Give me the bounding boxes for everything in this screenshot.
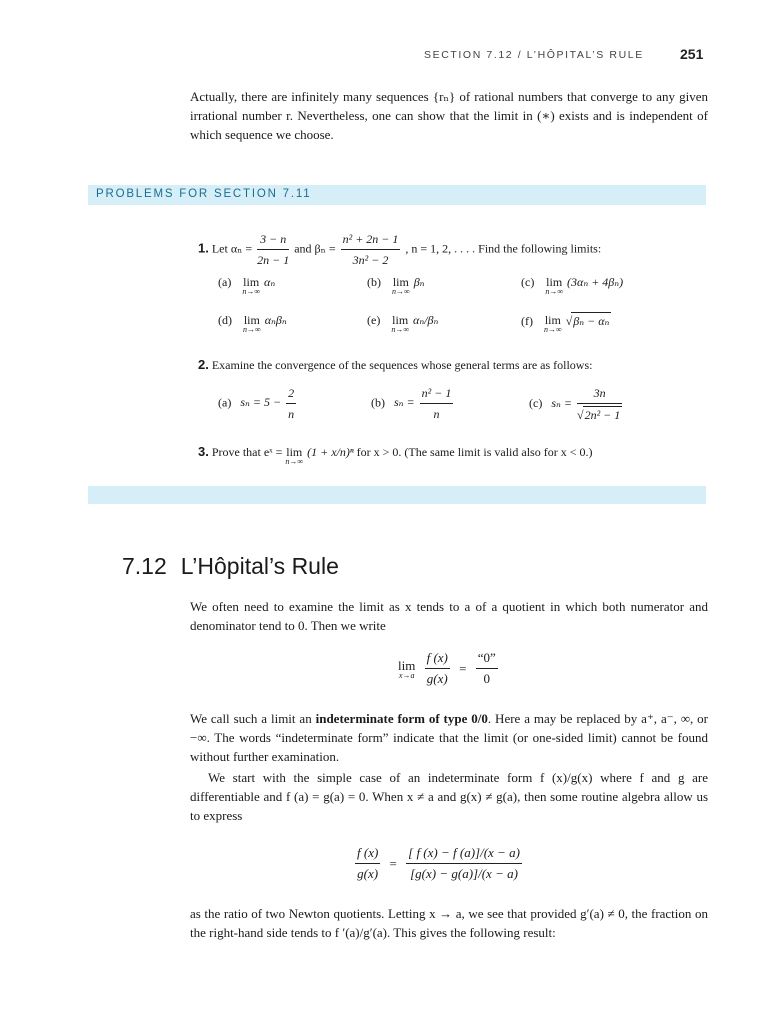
fraction-numerator: 3n [577, 385, 622, 404]
problem-3-tail: for x > 0. (The same limit is valid also for x < 0.) [356, 445, 593, 459]
section-number: 7.12 [122, 553, 167, 579]
body-paragraph-3: We start with the simple case of an indeterminate form f (x)/g(x) where f and g are differentiable and f (a) = g(a) = 0. When x ≠ a and g(x) ≠ g(a), then some routine algebra allow us to express [190, 770, 708, 823]
alpha-numerator: 3 − n [257, 231, 289, 250]
problem-3-number: 3. [198, 444, 209, 459]
problem-1-number: 1. [198, 240, 209, 256]
beta-fraction [341, 231, 401, 268]
alpha-denominator: 2n − 1 [257, 253, 290, 267]
item-label: (c) [529, 395, 543, 410]
fraction-denominator: n [433, 407, 440, 421]
item-label: (e) [367, 313, 381, 327]
problem-1-item-d [218, 312, 287, 334]
display-equation-2 [353, 845, 524, 882]
problem-1-tail: , n = 1, 2, . . . . Find the following limits: [405, 241, 602, 256]
body-paragraph-4: as the ratio of two Newton quotients. Letting x → a, we see that provided g′(a) ≠ 0, the fraction on the right-hand side tends to f ′(a)/g′(a). This gives the following result: [190, 906, 708, 940]
lim-operator: lim n→∞ [544, 313, 562, 334]
item-expression: βₙ − αₙ [573, 314, 610, 328]
problem-2-number: 2. [198, 357, 209, 372]
problem-1-item-c [521, 274, 623, 296]
equals-sign: = [389, 855, 397, 871]
problem-2-text: Examine the convergence of the sequences whose general terms are as follows: [211, 358, 593, 372]
item-label: (a) [218, 395, 232, 410]
problem-1-and: and βₙ = [294, 241, 336, 256]
problem-2-item-c [529, 385, 624, 423]
item-fraction [420, 385, 454, 422]
body-paragraph-1: We often need to examine the limit as x tends to a of a quotient in which both numerator and denominator tend to 0. Then we write [190, 599, 708, 633]
lim-operator: lim n→∞ [285, 445, 304, 466]
problem-1-item-e [367, 312, 438, 334]
problems-heading: PROBLEMS FOR SECTION 7.11 [96, 188, 312, 200]
problem-2-item-b [371, 385, 455, 422]
item-expression: αₙ [264, 275, 276, 289]
item-label: (a) [218, 275, 232, 289]
problem-3-expression: (1 + x/n)ⁿ [307, 445, 354, 459]
item-fraction [577, 385, 622, 423]
item-lhs: sₙ = [551, 395, 572, 410]
item-expression: αₙ/βₙ [413, 313, 439, 327]
item-label: (d) [218, 313, 232, 327]
equation-lhs-fraction: $\frac{f (x)}{g(x)}$ [357, 845, 379, 881]
page-number: 251 [680, 46, 704, 62]
fraction-denominator: n [288, 407, 295, 421]
lim-operator: lim n→∞ [391, 313, 410, 334]
lim-operator: lim n→∞ [243, 313, 261, 334]
lim-operator: lim n→∞ [545, 275, 564, 296]
item-label: (b) [371, 395, 385, 410]
problem-2 [198, 357, 592, 373]
problem-1-let: Let αₙ = [211, 241, 253, 256]
newton-quotient-fraction: $\frac{[ f (x) - f (a)]/(x - a)}{[g(x) - g(a)]/(x - a)}$ [408, 845, 520, 881]
fraction-numerator: n² − 1 [420, 385, 454, 404]
item-lhs: sₙ = 5 − [240, 395, 282, 410]
item-lhs: sₙ = [394, 395, 415, 410]
lim-operator: lim x→a [398, 657, 416, 680]
item-label: (b) [367, 275, 381, 289]
problem-1-item-b [367, 274, 425, 296]
indeterminate-fraction: $\frac{“0”}{0}$ [477, 650, 496, 686]
indeterminate-form-term: indeterminate form of type 0/0 [315, 711, 488, 726]
sqrt-symbol: √ [565, 314, 573, 328]
running-head: SECTION 7.12 / L’HÔPITAL’S RULE [424, 49, 644, 61]
alpha-fraction [257, 231, 289, 268]
problem-1 [198, 231, 601, 268]
beta-numerator: n² + 2n − 1 [341, 231, 401, 250]
problems-footer-band [88, 486, 706, 504]
problem-3-lead: Prove that eˣ = [211, 445, 283, 459]
equals-sign: = [459, 660, 467, 676]
lim-operator: lim n→∞ [242, 275, 261, 296]
problem-3 [198, 444, 592, 466]
display-equation-1 [398, 650, 500, 687]
problem-1-item-f [521, 312, 611, 334]
item-expression: (3αₙ + 4βₙ) [567, 275, 624, 289]
problem-1-item-a [218, 274, 275, 296]
problem-2-item-a [218, 385, 298, 422]
item-expression: βₙ [413, 275, 425, 289]
item-label: (f) [521, 314, 533, 328]
lim-operator: lim n→∞ [392, 275, 410, 296]
item-fraction [286, 385, 296, 422]
sqrt-symbol: √ [576, 408, 584, 422]
equation-fraction: $\frac{f (x)}{g(x)}$ [426, 650, 448, 686]
section-title: L’Hôpital’s Rule [180, 553, 339, 579]
intro-paragraph: Actually, there are infinitely many sequences {rₙ} of rational numbers that converge to any given irrational number r. Nevertheless, one can show that the limit in (∗) exists and is independent of which sequence we choose. [190, 89, 708, 142]
body-paragraph-2: We call such a limit an indeterminate form of type 0/0. Here a may be replaced by a⁺, a⁻, ∞, or −∞. The words “indeterminate form” indicate that the limit (or one-sided limit) cannot be found without further examination. [190, 711, 708, 764]
problems-heading-band [88, 185, 706, 205]
item-expression: αₙβₙ [264, 313, 287, 327]
section-heading [122, 553, 339, 580]
fraction-denominator: √2n² − 1 [576, 408, 621, 422]
fraction-numerator: 2 [286, 385, 296, 404]
item-label: (c) [521, 275, 535, 289]
beta-denominator: 3n² − 2 [352, 253, 389, 267]
